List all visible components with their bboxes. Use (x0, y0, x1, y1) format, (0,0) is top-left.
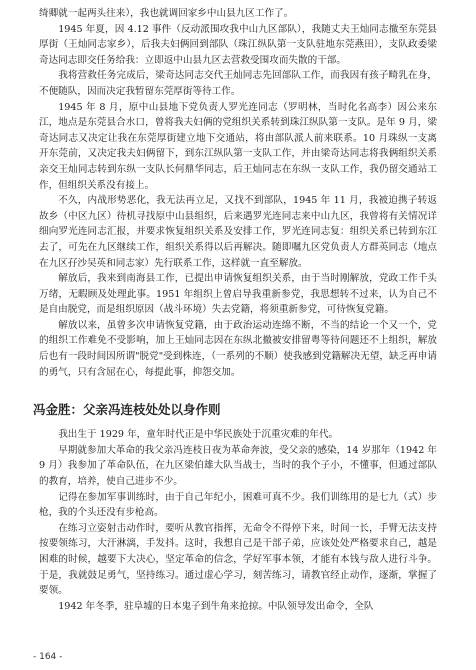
page-number: - 164 - (33, 652, 63, 662)
paragraph: 绮卿就一起两头往来），我也就调回家乡中山县九区工作了。 (39, 8, 294, 19)
paragraph: 1945 年夏，因 4.12 事件（反动派围攻我中山九区部队），我随丈夫王灿同志撤至东莞县厚街（王灿同志家乡），后我夫妇俩回到部队（珠江纵队第一支队驻地东莞燕田），支队政委梁奇达同志即交任务给我：立即返中山县九区去营救受围攻而失散的干部。 (39, 23, 437, 66)
paragraph: 解放以来，虽曾多次申请恢复党籍，由于政治运动连绵不断，不当的结论一个又一个，党的组织工作难免不受影响，加上王灿同志因在东纵北撤被安排留粤等待问题还不上组织，解放后也有一段时间因所谓"脱党"受到株连，（一系列的不顺）使我感到党籍解决无望，缺乏再申请的勇气，只有含屈在心，每提此事，抑怨交加。 (39, 319, 437, 378)
paragraph: 1942 年冬季，驻阜墟的日本鬼子到牛角来抢掠。中队领导发出命令，全队 (58, 600, 374, 612)
document-page (33, 6, 437, 614)
paragraph: 我将营救任务完成后，梁奇达同志交代王灿同志先回部队工作，而我因有孩子畸乳在身，不便随队，因而决定我暂留东莞厚街等待工作。 (39, 70, 437, 97)
section-heading: 冯金胜：父亲冯连枝处处以身作则 (33, 402, 221, 418)
memoir-part-2 (39, 427, 437, 614)
paragraph: 早期就参加大革命的我父亲冯连枝日夜为革命奔波，受父亲的感染，14 岁那年（1942 年 9 月）我参加了革命队伍，在九区梁伯雄大队当战士，当时的我个子小，不懂事，但通过部队的教育，培养，使自己进步不少。 (39, 444, 437, 488)
paragraph: 在练习立姿射击动作时，要听从教官指挥，无命令不得停下来，时间一长，手臂无法支持按要领练习，大汗淋漓，手发抖。这时，我想自己是干部子弟，应该处处严格要求自己，越是困难的时候，越要下大决心，坚定革命的信念，学好军事本领，才能有本钱与敌人进行斗争。于是，我就鼓足勇气，坚持练习。通过虚心学习，刻苦练习，请教官经止动作，逐渐，掌握了要领。 (39, 522, 437, 597)
paragraph: 我出生于 1929 年，童年时代正是中华民族处于沉重灾难的年代。 (58, 429, 339, 441)
paragraph: 解放后，我来到南海县工作，已提出申请恢复组织关系，由于当时刚解放，党政工作千头万绪，无暇顾及处理此事。1951 年组织上曾启导我重新参党，我思想转不过来，认为自己不是自由脱党，而是组织原因（战斗环境）失去党籍，将须重新参党，可待恢复党籍。 (39, 273, 437, 316)
paragraph: 不久，内战形势恶化，我无法再立足，又找不到部队，1945 年 11 月，我被迫携子转返故乡（中区九区）待机寻找原中山县组织，后来遇罗光连同志来中山九区，我曾将有关情况详细向罗光连同志汇报，并要求恢复组织关系及安排工作，罗光连同志复：组织关系已转到东江去了，可先在九区继续工作，组织关系得以后再解决。随即嘱九区党负责人方群英同志（地点在九区孖沙吴英和同志家）先行联系工作，这样就一直至解放。 (39, 195, 437, 269)
paragraph: 1945 年 8 月，原中山县地下党负责人罗光连同志（罗明林，当时化名高李）因公来东江，地点是东莞县合水口，曾将我夫妇俩的党组织关系转到珠江纵队第一支队。是年 9 月，梁奇达同志又决定让我在东莞厚街建立地下交通站，将由部队派人前来联系。10 月珠纵一支离开东莞前，又决定我夫妇俩留下，到东江纵队第一支队工作，并由梁奇达同志将我俩组织关系亲交王灿同志转到东纵一支队长何鼎华同志，后王灿同志在东纵一支队工作，我仍留交通站工作，但组织关系没有接上。 (39, 101, 437, 191)
memoir-part-1 (39, 6, 437, 380)
paragraph: 记得在参加军事训练时，由于自己年纪小，困难可真不少。我们训练用的是七九（式）步枪，我的个头还没有步枪高。 (39, 491, 437, 519)
